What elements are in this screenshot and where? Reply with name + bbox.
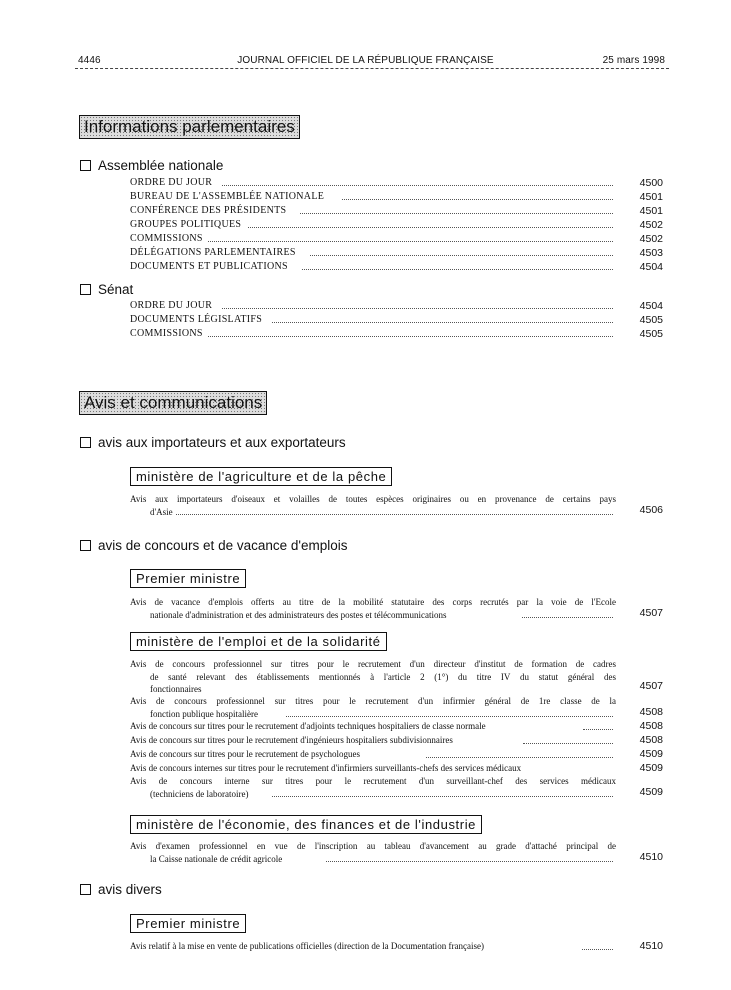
banner-avis-et-communications: Avis et communications (79, 391, 267, 415)
toc-label: COMMISSIONS (130, 328, 203, 339)
section-title: Sénat (98, 282, 134, 297)
checkbox-square-icon (80, 884, 91, 895)
ministry-economie-finances-industrie: ministère de l'économie, des finances et de l'industrie (130, 815, 482, 834)
dot-leader (300, 213, 613, 214)
dot-leader (272, 796, 613, 797)
page-number: 4446 (78, 55, 101, 66)
toc-label: COMMISSIONS (130, 233, 203, 244)
toc-label: GROUPES POLITIQUES (130, 219, 242, 230)
notice-entry (130, 596, 663, 622)
checkbox-square-icon (80, 540, 91, 551)
toc-page: 4501 (639, 191, 663, 203)
entry-line: fonctionnaires (150, 684, 202, 694)
notice-entry (130, 695, 663, 721)
dot-leader (522, 617, 613, 618)
notice-entry (130, 762, 663, 776)
dot-leader (326, 861, 613, 862)
entry-page: 4507 (639, 607, 663, 619)
ministry-premier-ministre: Premier ministre (130, 914, 246, 933)
entry-page: 4508 (639, 706, 663, 718)
notice-entry (130, 734, 663, 748)
entry-page: 4508 (639, 734, 663, 746)
notice-entry (130, 658, 663, 696)
section-avis-importateurs (80, 435, 346, 451)
notice-entry (130, 720, 663, 734)
dot-leader (426, 757, 613, 758)
toc-row (130, 246, 663, 260)
section-title: Assemblée nationale (98, 158, 224, 173)
toc-label: DOCUMENTS ET PUBLICATIONS (130, 261, 288, 272)
dot-leader (208, 336, 613, 337)
toc-label: DOCUMENTS LÉGISLATIFS (130, 314, 263, 325)
toc-row (130, 204, 663, 218)
entry-line: nationale d'administration et des administrateurs des postes et télécommunications (150, 609, 447, 620)
checkbox-square-icon (80, 437, 91, 448)
ministry-emploi-solidarite: ministère de l'emploi et de la solidarité (130, 632, 387, 651)
entry-line: Avis de concours interne sur titres pour le recrutement d'un surveillant-chef des services médicaux (130, 776, 616, 786)
entry-page: 4506 (639, 504, 663, 516)
entry-line: Avis de concours professionnel sur titres pour le recrutement d'un directeur d'institut de formation de cadres (130, 659, 616, 669)
toc-page: 4502 (639, 233, 663, 245)
toc-row (130, 190, 663, 204)
section-avis-concours (80, 538, 347, 554)
section-title: avis de concours et de vacance d'emplois (98, 538, 348, 553)
section-assemblee-nationale (80, 158, 223, 174)
entry-line: Avis de vacance d'emplois offerts au titre de la mobilité statutaire des corps recrutés par la voie de l'Ecole (130, 597, 616, 607)
entry-line: Avis d'examen professionnel en vue de l'inscription au tableau d'avancement au grade d'attaché principal de (130, 841, 616, 851)
toc-row (130, 260, 663, 274)
entry-page: 4509 (639, 748, 663, 760)
toc-row (130, 299, 663, 313)
entry-line: Avis aux importateurs d'oiseaux et volailles de toutes espèces originaires ou en provenance de certains pays (130, 494, 616, 504)
toc-page: 4502 (639, 219, 663, 231)
journal-title-text: JOURNAL OFFICIEL DE LA RÉPUBLIQUE FRANÇAISE (237, 55, 494, 66)
toc-page: 4500 (639, 177, 663, 189)
dot-leader (582, 949, 613, 950)
section-avis-divers (80, 882, 162, 898)
entry-line: Avis de concours internes sur titres pour le recrutement d'infirmiers surveillants-chefs des services médicaux (130, 763, 522, 773)
dot-leader (286, 716, 613, 717)
toc-label: ORDRE DU JOUR (130, 177, 213, 188)
header-date: 25 mars 1998 (602, 55, 665, 66)
notice-entry (130, 748, 663, 762)
entry-line: de santé relevant des établissements mentionnés à l'article 2 (1°) du titre IV du statut général des (150, 671, 616, 682)
checkbox-square-icon (80, 160, 91, 171)
banner-informations-parlementaires: Informations parlementaires (79, 115, 300, 139)
entry-page: 4508 (639, 720, 663, 732)
notice-entry (130, 493, 663, 519)
entry-line: la Caisse nationale de crédit agricole (150, 853, 283, 864)
toc-label: CONFÉRENCE DES PRÉSIDENTS (130, 205, 287, 216)
toc-page: 4505 (639, 314, 663, 326)
dot-leader (248, 227, 613, 228)
toc-row (130, 218, 663, 232)
entry-line: Avis relatif à la mise en vente de publications officielles (direction de la Documentation française) (130, 941, 485, 951)
toc-row (130, 313, 663, 327)
toc-label: BUREAU DE L'ASSEMBLÉE NATIONALE (130, 191, 325, 202)
ministry-premier-ministre: Premier ministre (130, 569, 246, 588)
ministry-agriculture: ministère de l'agriculture et de la pêche (130, 467, 392, 486)
entry-page: 4510 (639, 851, 663, 863)
dot-leader (208, 241, 613, 242)
dot-leader (302, 269, 613, 270)
entry-line: Avis de concours professionnel sur titres pour le recrutement d'un infirmier général de 1re classe de la (130, 696, 616, 706)
entry-line: d'Asie (150, 506, 173, 517)
dot-leader (523, 743, 613, 744)
notice-entry (130, 775, 663, 801)
toc-row (130, 176, 663, 190)
toc-page: 4503 (639, 247, 663, 259)
section-title: avis aux importateurs et aux exportateurs (98, 435, 346, 450)
toc-page: 4501 (639, 205, 663, 217)
dot-leader (222, 308, 613, 309)
notice-entry (130, 940, 663, 954)
toc-row (130, 232, 663, 246)
toc-row (130, 327, 663, 341)
entry-line: Avis de concours sur titres pour le recrutement de psychologues (130, 749, 361, 759)
entry-line: fonction publique hospitalière (150, 708, 258, 719)
toc-page: 4504 (639, 300, 663, 312)
entry-page: 4509 (639, 762, 663, 774)
toc-label: ORDRE DU JOUR (130, 300, 213, 311)
entry-page: 4510 (639, 940, 663, 952)
header-rule (75, 68, 669, 69)
toc-page: 4505 (639, 328, 663, 340)
entry-line: (techniciens de laboratoire) (150, 788, 249, 799)
toc-page: 4504 (639, 261, 663, 273)
dot-leader (583, 729, 613, 730)
dot-leader (342, 199, 613, 200)
dot-leader (272, 322, 613, 323)
checkbox-square-icon (80, 284, 91, 295)
section-title: avis divers (98, 882, 162, 897)
entry-line: Avis de concours sur titres pour le recrutement d'adjoints techniques hospitaliers de classe normale (130, 721, 486, 731)
notice-entry (130, 840, 663, 866)
dot-leader (176, 514, 613, 515)
entry-page: 4509 (639, 786, 663, 798)
entry-page: 4507 (639, 680, 663, 692)
toc-label: DÉLÉGATIONS PARLEMENTAIRES (130, 247, 296, 258)
entry-line: Avis de concours sur titres pour le recrutement d'ingénieurs hospitaliers subdivisionnaires (130, 735, 453, 745)
dot-leader (222, 185, 613, 186)
section-senat (80, 282, 133, 298)
dot-leader (310, 255, 613, 256)
